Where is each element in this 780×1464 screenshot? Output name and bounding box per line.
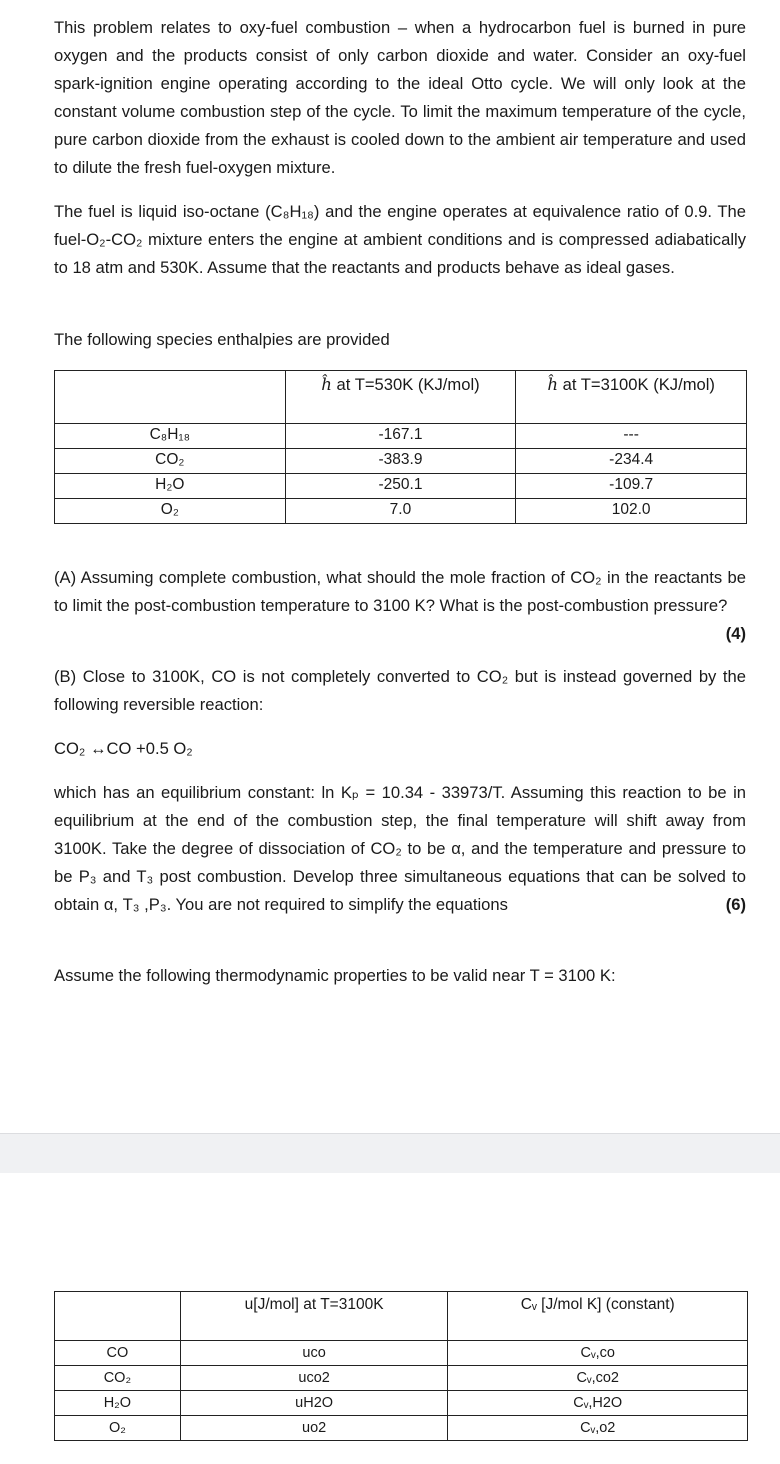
part-b-details: which has an equilibrium constant: ln Kₚ = 10.34 - 33973/T. Assuming this reaction to be in equilibrium at the end of the combustion step, the final temperature will shift away from 3100K. Take the degree of dissociation of CO₂ to be α, and the temperature and pressure to be P₃ and T₃ post combustion. Develop three simultaneous equations that can be solved to obtain α, T₃ ,P₃. You are not required to simplify the equations (6) — [54, 779, 746, 919]
value-cell: Cᵥ,co — [448, 1341, 748, 1366]
table-row — [55, 1391, 748, 1416]
header-h530: ĥ at T=530K (KJ/mol) — [285, 371, 516, 424]
value-cell: Cᵥ,co2 — [448, 1366, 748, 1391]
table-row — [55, 424, 747, 449]
enthalpy-intro: The following species enthalpies are provided — [54, 330, 390, 349]
table-row — [55, 449, 747, 474]
table-row — [55, 499, 747, 524]
intro-paragraph: This problem relates to oxy-fuel combustion – when a hydrocarbon fuel is burned in pure oxygen and the products consist of only carbon dioxide and water. Consider an oxy-fuel spark-ignition engine operating according to the ideal Otto cycle. We will only look at the constant volume combustion step of the cycle. To limit the maximum temperature of the cycle, pure carbon dioxide from the exhaust is cooled down to the ambient air temperature and used to dilute the fresh fuel-oxygen mixture. — [54, 18, 746, 177]
value-cell: --- — [516, 424, 747, 449]
species-cell: O₂ — [55, 1416, 181, 1441]
part-b-question: (B) Close to 3100K, CO is not completely converted to CO₂ but is instead governed by the following reversible reaction: — [54, 667, 746, 714]
header-h3100: ĥ at T=3100K (KJ/mol) — [516, 371, 747, 424]
table-row — [55, 1341, 748, 1366]
reaction-equation: CO₂ ↔CO +0.5 O₂ — [54, 739, 193, 758]
page-separator — [0, 1133, 780, 1174]
document-page-2 — [0, 1173, 780, 1464]
header-cv: Cᵥ [J/mol K] (constant) — [448, 1292, 748, 1341]
table-row — [55, 1366, 748, 1391]
value-cell: -167.1 — [285, 424, 516, 449]
fuel-paragraph: The fuel is liquid iso-octane (C₈H₁₈) and the engine operates at equivalence ratio of 0.9. The fuel-O₂-CO₂ mixture enters the engine at ambient conditions and is compressed adiabatically to 18 atm and 530K. Assume that the reactants and products behave as ideal gases. — [54, 202, 746, 277]
part-a-marks: (4) — [725, 624, 746, 643]
value-cell: uH2O — [180, 1391, 448, 1416]
value-cell: 102.0 — [516, 499, 747, 524]
value-cell: -383.9 — [285, 449, 516, 474]
value-cell: Cᵥ,H2O — [448, 1391, 748, 1416]
value-cell: uco — [180, 1341, 448, 1366]
species-cell: CO₂ — [55, 1366, 181, 1391]
value-cell: Cᵥ,o2 — [448, 1416, 748, 1441]
value-cell: uco2 — [180, 1366, 448, 1391]
value-cell: -109.7 — [516, 474, 747, 499]
value-cell: -250.1 — [285, 474, 516, 499]
enthalpy-table — [54, 370, 747, 524]
properties-table — [54, 1291, 748, 1441]
header-species — [55, 371, 286, 424]
table-row — [55, 474, 747, 499]
value-cell: 7.0 — [285, 499, 516, 524]
species-cell: C₈H₁₈ — [55, 424, 286, 449]
header-u: u[J/mol] at T=3100K — [180, 1292, 448, 1341]
properties-table-header — [55, 1292, 748, 1341]
species-cell: CO₂ — [55, 449, 286, 474]
table-row — [55, 1416, 748, 1441]
header-species — [55, 1292, 181, 1341]
species-cell: O₂ — [55, 499, 286, 524]
part-b-marks: (6) — [725, 895, 746, 914]
species-cell: H₂O — [55, 474, 286, 499]
enthalpy-table-header — [55, 371, 747, 424]
species-cell: CO — [55, 1341, 181, 1366]
species-cell: H₂O — [55, 1391, 181, 1416]
value-cell: uo2 — [180, 1416, 448, 1441]
assumption-text: Assume the following thermodynamic properties to be valid near T = 3100 K: — [54, 966, 616, 985]
part-a-question: (A) Assuming complete combustion, what should the mole fraction of CO₂ in the reactants be to limit the post-combustion temperature to 3100 K? What is the post-combustion pressure? (4) — [54, 564, 746, 648]
value-cell: -234.4 — [516, 449, 747, 474]
